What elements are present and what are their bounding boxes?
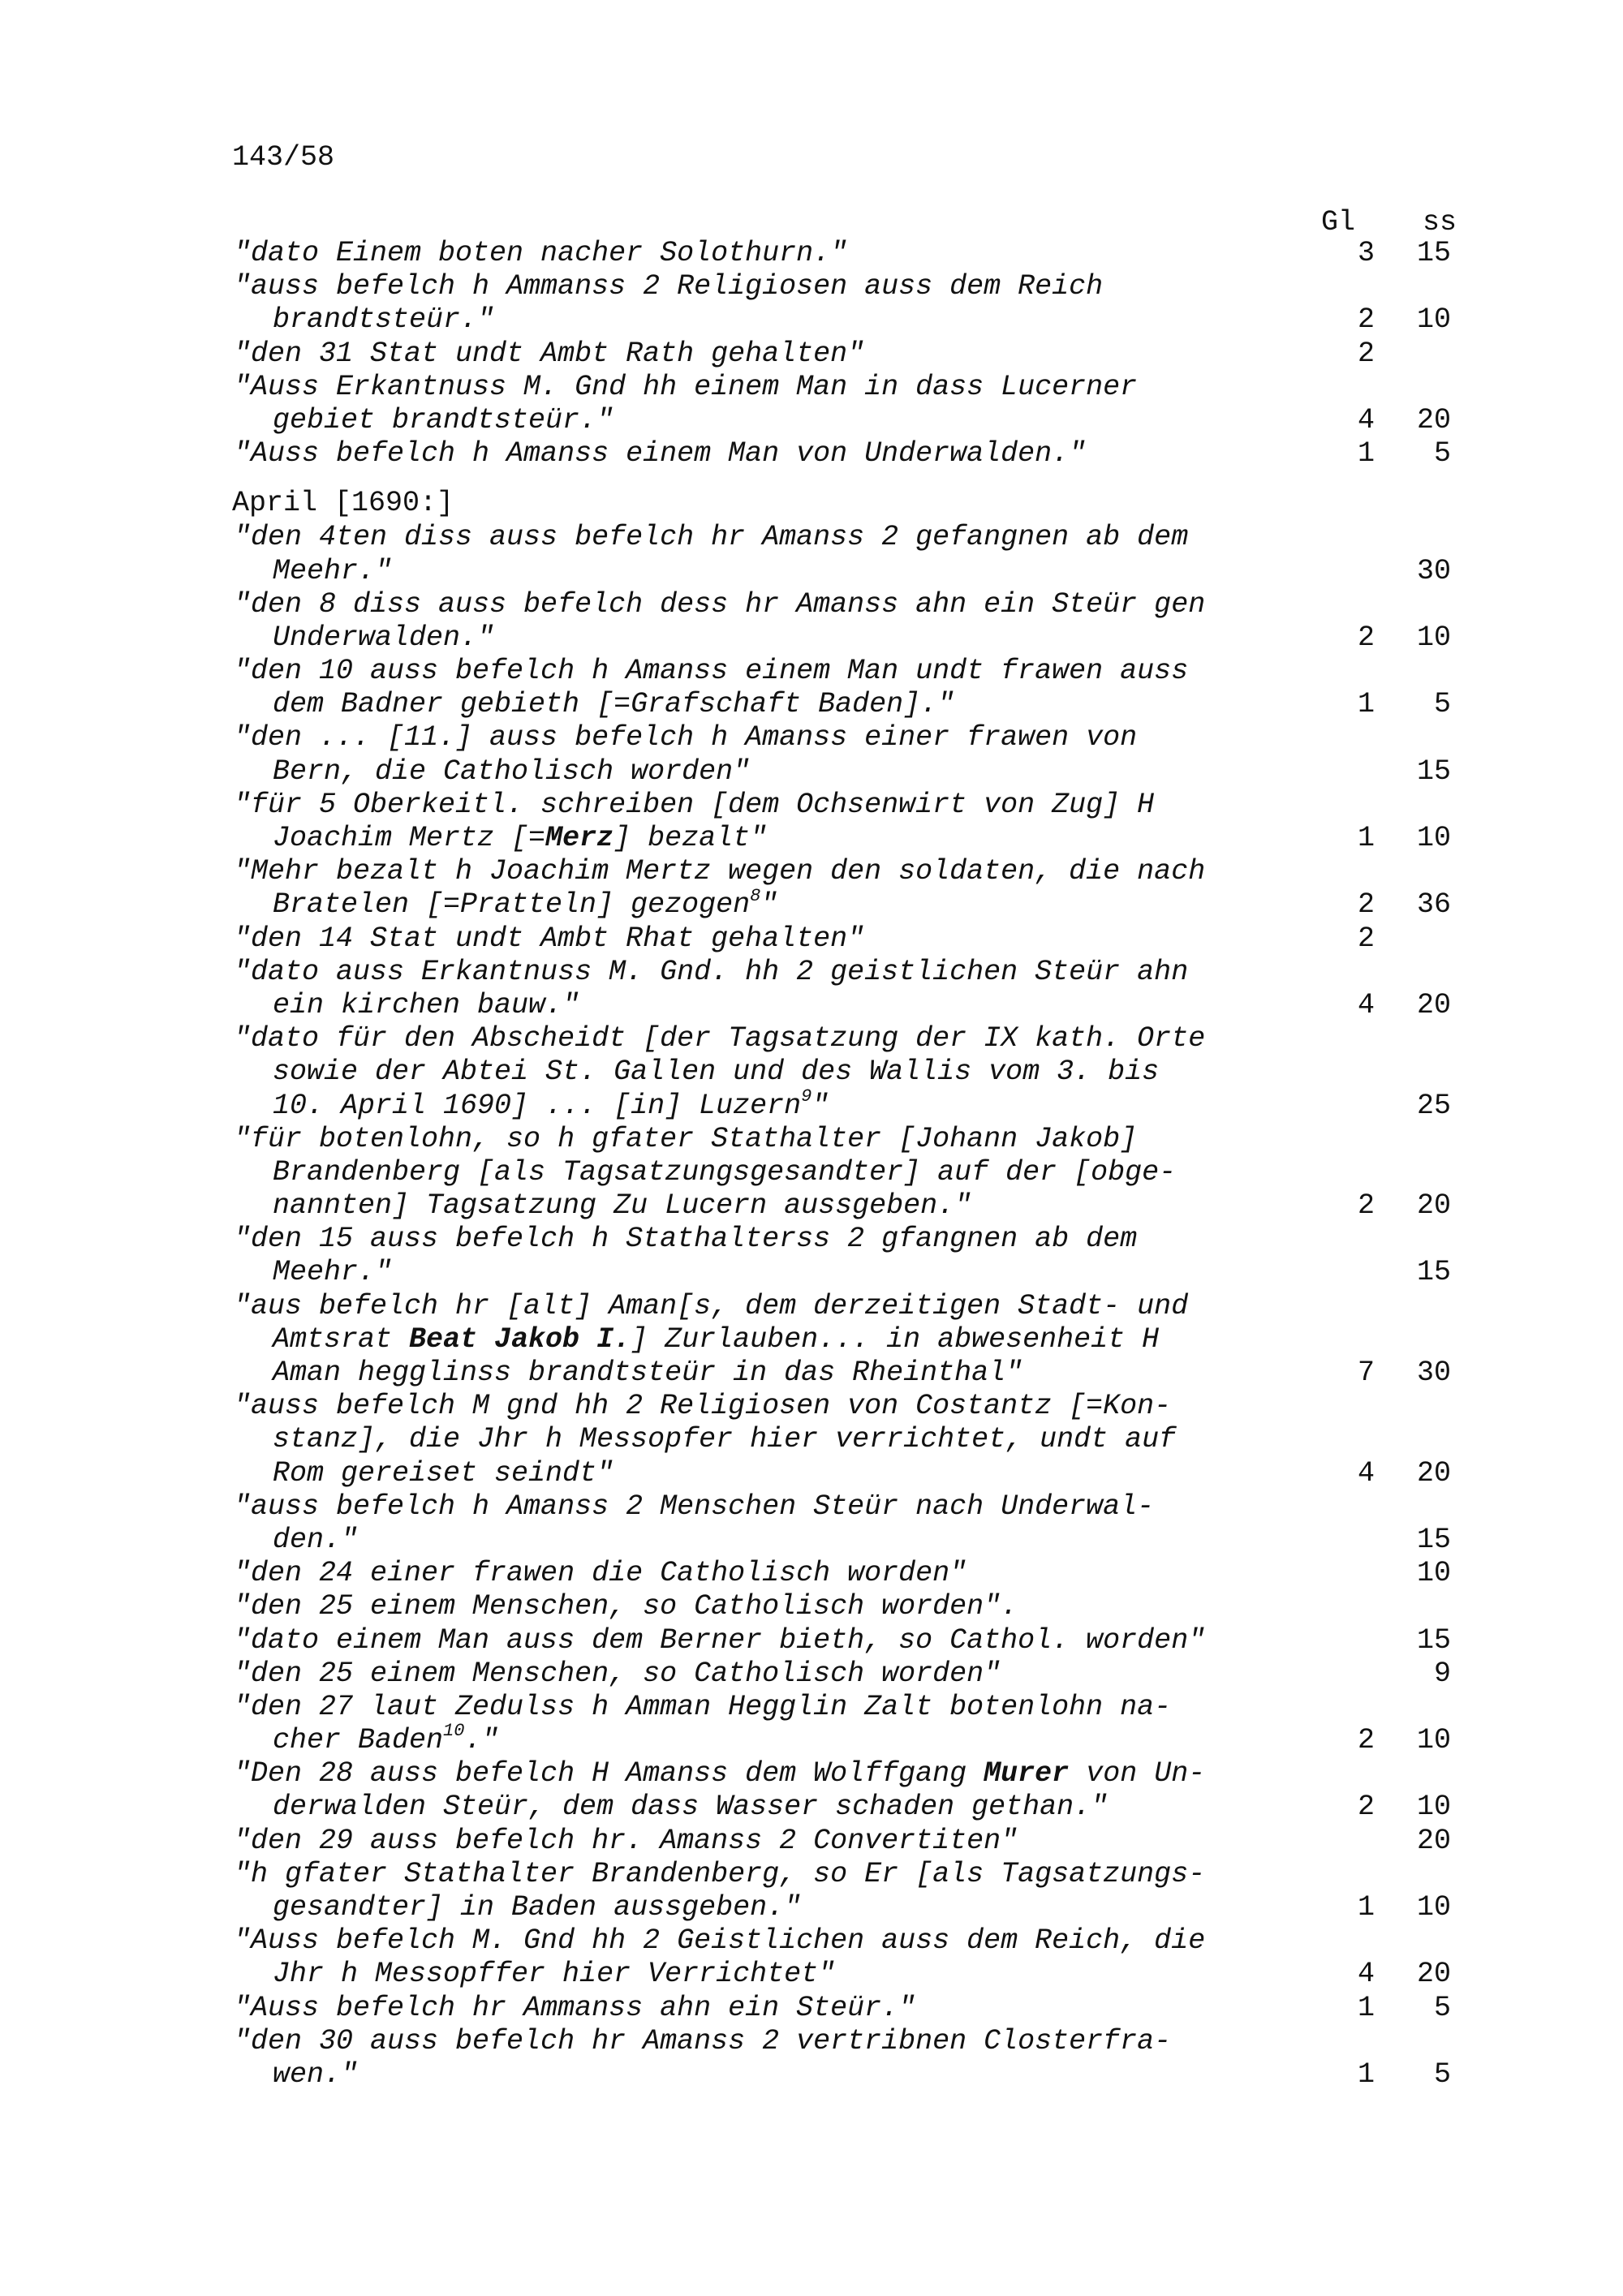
amount-ss: 15: [1416, 1623, 1451, 1657]
entry-line: [0, 1390, 1623, 1423]
entry-line: [0, 688, 1623, 721]
entry-text: "dato einem Man auss dem Berner bieth, so Cathol. worden": [234, 1623, 1206, 1657]
entry-line: [0, 1757, 1623, 1791]
entry-text: "den 30 auss befelch hr Amanss 2 vertribnen Closterfra-: [234, 2024, 1172, 2057]
entry-line: [0, 1924, 1623, 1958]
entry-line: [0, 1658, 1623, 1691]
amount-ss: 10: [1416, 1791, 1451, 1824]
entry-text: "auss befelch h Amanss 2 Menschen Steür nach Underwal-: [234, 1490, 1155, 1523]
entry-text: "den 25 einem Menschen, so Catholisch worden": [234, 1657, 1001, 1690]
entry-text: "Auss befelch h Amanss einem Man von Underwalden.": [234, 437, 1087, 471]
bold-name: Merz: [545, 822, 614, 854]
amount-ss: 30: [1416, 554, 1451, 587]
entry-line: [0, 1156, 1623, 1189]
amount-gl: 4: [1357, 988, 1375, 1021]
entry-text: Jhr h Messopffer hier Verrichtet": [273, 1958, 836, 1991]
amount-gl: 3: [1357, 237, 1375, 269]
ledger-entry: [0, 1624, 1623, 1658]
entry-line: [0, 1223, 1623, 1256]
entry-line: [0, 755, 1623, 789]
ledger-entry: [0, 2025, 1623, 2092]
entry-text: "dato auss Erkantnuss M. Gnd. hh 2 geistlichen Steür ahn: [234, 955, 1189, 988]
entry-line: [0, 404, 1623, 437]
entry-text: "auss befelch h Ammanss 2 Religiosen auss dem Reich: [234, 270, 1104, 303]
ledger-entry: [0, 1658, 1623, 1691]
entry-line: [0, 1123, 1623, 1156]
entry-line: [0, 1858, 1623, 1891]
entry-line: [0, 1457, 1623, 1490]
entry-line: [0, 1624, 1623, 1658]
ledger-entry: [0, 521, 1623, 587]
amount-gl: 1: [1357, 688, 1375, 721]
entry-text: "Auss befelch hr Ammanss ahn ein Steür.": [234, 1991, 916, 2024]
ledger-entry: [0, 855, 1623, 922]
entry-line: [0, 1524, 1623, 1557]
amount-gl: 2: [1357, 922, 1375, 955]
entry-line: [0, 270, 1623, 303]
entry-line: [0, 1423, 1623, 1456]
amount-ss: 20: [1416, 988, 1451, 1021]
entry-line: [0, 1825, 1623, 1858]
footnote-ref: 8: [750, 885, 761, 906]
entry-line: [0, 1357, 1623, 1390]
amount-gl: 2: [1357, 621, 1375, 654]
ledger-entry: [0, 655, 1623, 721]
ledger-entry: [0, 922, 1623, 956]
entry-text: ein kirchen bauw.": [273, 988, 580, 1021]
ledger-entry: [0, 1223, 1623, 1289]
amount-ss: 20: [1416, 1824, 1451, 1857]
entry-line: [0, 1086, 1623, 1123]
entry-line: [0, 1891, 1623, 1924]
entry-line: [0, 1590, 1623, 1623]
entry-line: [0, 555, 1623, 588]
entry-text: Brandenberg [als Tagsatzungsgesandter] auf der [obge-: [273, 1155, 1177, 1189]
entry-text: "den 14 Stat undt Ambt Rhat gehalten": [234, 922, 865, 955]
entry-text: Meehr.": [273, 1256, 393, 1289]
entry-line: [0, 822, 1623, 855]
entry-line: [0, 1958, 1623, 1991]
ledger-entry: [0, 437, 1623, 471]
amount-ss: 15: [1416, 237, 1451, 269]
ledger-entry: [0, 1557, 1623, 1590]
entry-text: "den 25 einem Menschen, so Catholisch worden".: [234, 1590, 1018, 1623]
entry-line: [0, 1022, 1623, 1056]
entry-line: [0, 588, 1623, 621]
page-number: 143/58: [232, 141, 335, 174]
entry-line: [0, 1992, 1623, 2025]
column-header-ss: ss: [1423, 206, 1457, 239]
amount-gl: 2: [1357, 1791, 1375, 1824]
entry-line: [0, 721, 1623, 755]
ledger-entry: [0, 789, 1623, 855]
entry-text: "dato für den Abscheidt [der Tagsatzung der IX kath. Orte: [234, 1022, 1206, 1056]
amount-ss: 36: [1416, 888, 1451, 922]
entry-text: "den 8 diss auss befelch dess hr Amanss ahn ein Steür gen: [234, 587, 1206, 621]
entry-line: [0, 2025, 1623, 2058]
section-heading-text: April [1690:]: [232, 487, 454, 520]
entry-line: [0, 989, 1623, 1022]
entry-text: "für 5 Oberkeitl. schreiben [dem Ochsenwirt von Zug] H: [234, 788, 1155, 821]
amount-ss: 5: [1433, 2057, 1451, 2091]
footnote-ref: 10: [443, 1721, 465, 1742]
amount-gl: 1: [1357, 1991, 1375, 2024]
entry-line: [0, 1721, 1623, 1757]
entry-text: "Auss befelch M. Gnd hh 2 Geistlichen auss dem Reich, die: [234, 1924, 1206, 1958]
amount-gl: 1: [1357, 1891, 1375, 1924]
column-header-gl: Gl: [1321, 206, 1356, 239]
entry-text: 10. April 1690] ... [in] Luzern$^9$": [273, 1086, 829, 1122]
amount-ss: 5: [1433, 1991, 1451, 2024]
amount-ss: 30: [1416, 1357, 1451, 1389]
entry-text: "dato Einem boten nacher Solothurn.": [234, 237, 848, 269]
amount-gl: 4: [1357, 403, 1375, 436]
entry-text: "Auss Erkantnuss M. Gnd hh einem Man in dass Lucerner: [234, 370, 1138, 403]
entry-line: [0, 655, 1623, 688]
ledger-entry: [0, 270, 1623, 337]
amount-gl: 2: [1357, 888, 1375, 922]
entry-line: [0, 1323, 1623, 1357]
entry-text: Amtsrat Beat Jakob I.] Zurlauben... in abwesenheit H: [273, 1322, 1160, 1356]
entry-text: wen.": [273, 2057, 359, 2091]
entry-line: [0, 1256, 1623, 1289]
amount-gl: 2: [1357, 337, 1375, 370]
ledger-entry: [0, 1825, 1623, 1858]
amount-ss: 20: [1416, 1189, 1451, 1223]
entry-text: "den 15 auss befelch h Stathalterss 2 gfangnen ab dem: [234, 1223, 1138, 1256]
entry-text: "aus befelch hr [alt] Aman[s, dem derzeitigen Stadt- und: [234, 1289, 1189, 1322]
entry-line: [0, 1056, 1623, 1089]
entry-line: [0, 371, 1623, 404]
entry-text: "h gfater Stathalter Brandenberg, so Er [als Tagsatzungs-: [234, 1857, 1206, 1890]
entry-text: gesandter] in Baden aussgeben.": [273, 1891, 802, 1924]
entry-text: sowie der Abtei St. Gallen und des Wallis vom 3. bis: [273, 1056, 1160, 1089]
ledger-entry: [0, 1858, 1623, 1924]
amount-ss: 20: [1416, 403, 1451, 436]
amount-gl: 2: [1357, 303, 1375, 337]
entry-text: nannten] Tagsatzung Zu Lucern aussgeben.": [273, 1189, 972, 1223]
entry-line: [0, 1791, 1623, 1824]
amount-gl: 2: [1357, 1724, 1375, 1757]
entry-text: gebiet brandtsteür.": [273, 403, 614, 436]
entry-text: "den 4ten diss auss befelch hr Amanss 2 gefangnen ab dem: [234, 521, 1189, 554]
amount-ss: 5: [1433, 688, 1451, 721]
entry-text: Rom gereiset seindt": [273, 1456, 614, 1490]
amount-gl: 1: [1357, 437, 1375, 471]
entry-text: Aman hegglinss brandtsteür in das Rheinthal": [273, 1357, 1023, 1389]
amount-gl: 7: [1357, 1357, 1375, 1389]
amount-ss: 25: [1416, 1089, 1451, 1122]
amount-ss: 15: [1416, 1256, 1451, 1289]
ledger-entry: [0, 1992, 1623, 2025]
entry-text: "Den 28 auss befelch H Amanss dem Wolffgang Murer von Un-: [234, 1757, 1206, 1791]
amount-ss: 10: [1416, 621, 1451, 654]
entry-text: "den 27 laut Zedulss h Amman Hegglin Zalt botenlohn na-: [234, 1690, 1172, 1723]
amount-ss: 10: [1416, 1891, 1451, 1924]
amount-ss: 20: [1416, 1958, 1451, 1991]
entry-text: brandtsteür.": [273, 303, 495, 337]
section-heading: [0, 485, 1623, 521]
entry-text: "den 29 auss befelch hr. Amanss 2 Convertiten": [234, 1824, 1018, 1857]
entry-line: [0, 237, 1623, 270]
amount-ss: 10: [1416, 303, 1451, 337]
ledger-entry: [0, 1390, 1623, 1490]
ledger-entry: [0, 371, 1623, 437]
entry-text: "Mehr bezalt h Joachim Mertz wegen den soldaten, die nach: [234, 855, 1206, 888]
entry-line: [0, 621, 1623, 655]
entry-text: "auss befelch M gnd hh 2 Religiosen von Costantz [=Kon-: [234, 1390, 1172, 1423]
entry-text: "den 10 auss befelch h Amanss einem Man undt frawen auss: [234, 655, 1189, 688]
entry-text: "den 31 Stat undt Ambt Rath gehalten": [234, 337, 865, 370]
entry-text: cher Baden$^{10}$.": [273, 1721, 499, 1757]
entry-line: [0, 1189, 1623, 1223]
ledger-entry: [0, 1123, 1623, 1223]
amount-ss: 5: [1433, 437, 1451, 471]
ledger-entry: [0, 338, 1623, 371]
bold-name: Murer: [984, 1757, 1070, 1791]
entry-line: [0, 1691, 1623, 1724]
ledger-entry: [0, 588, 1623, 655]
entry-text: den.": [273, 1523, 359, 1556]
entry-line: [0, 855, 1623, 888]
amount-gl: 4: [1357, 1958, 1375, 1991]
amount-ss: 15: [1416, 755, 1451, 788]
entry-text: stanz], die Jhr h Messopfer hier verrichtet, undt auf: [273, 1423, 1177, 1456]
entry-line: [0, 1557, 1623, 1590]
entry-line: [0, 789, 1623, 822]
ledger-entry: [0, 1757, 1623, 1824]
amount-ss: 10: [1416, 1557, 1451, 1590]
entry-text: derwalden Steür, dem dass Wasser schaden gethan.": [273, 1791, 1109, 1824]
amount-ss: 10: [1416, 1724, 1451, 1757]
amount-gl: 2: [1357, 1189, 1375, 1223]
amount-ss: 15: [1416, 1523, 1451, 1556]
entry-text: "für botenlohn, so h gfater Stathalter [Johann Jakob]: [234, 1122, 1138, 1155]
amount-ss: 10: [1416, 822, 1451, 854]
ledger-entry: [0, 237, 1623, 270]
ledger-entry: [0, 1924, 1623, 1991]
ledger-entries: [0, 237, 1623, 2092]
ledger-entry: [0, 1590, 1623, 1623]
entry-line: [0, 885, 1623, 922]
amount-gl: 1: [1357, 822, 1375, 854]
amount-ss: 9: [1433, 1657, 1451, 1690]
entry-line: [0, 303, 1623, 337]
entry-text: "den 24 einer frawen die Catholisch worden": [234, 1557, 967, 1590]
entry-line: [0, 2058, 1623, 2092]
amount-ss: 20: [1416, 1456, 1451, 1490]
entry-text: Bratelen [=Pratteln] gezogen$^8$": [273, 885, 778, 922]
entry-line: [0, 338, 1623, 371]
footnote-ref: 9: [801, 1086, 812, 1107]
entry-line: [0, 521, 1623, 554]
bold-name: Beat Jakob I.: [409, 1322, 631, 1356]
ledger-entry: [0, 721, 1623, 788]
ledger-entry: [0, 1691, 1623, 1757]
entry-line: [0, 956, 1623, 989]
entry-line: [0, 922, 1623, 956]
entry-text: "den ... [11.] auss befelch h Amanss einer frawen von: [234, 721, 1138, 755]
entry-text: Bern, die Catholisch worden": [273, 755, 751, 788]
entry-line: [0, 1490, 1623, 1524]
entry-text: Meehr.": [273, 554, 393, 587]
entry-text: Underwalden.": [273, 621, 495, 654]
amount-gl: 1: [1357, 2057, 1375, 2091]
ledger-entry: [0, 1290, 1623, 1391]
entry-text: Joachim Mertz [=Merz] bezalt": [273, 822, 768, 854]
amount-gl: 4: [1357, 1456, 1375, 1490]
entry-text: dem Badner gebieth [=Grafschaft Baden].": [273, 688, 955, 721]
entry-line: [0, 1290, 1623, 1323]
entry-line: [0, 437, 1623, 471]
ledger-entry: [0, 1490, 1623, 1557]
ledger-entry: [0, 956, 1623, 1022]
ledger-entry: [0, 1022, 1623, 1123]
